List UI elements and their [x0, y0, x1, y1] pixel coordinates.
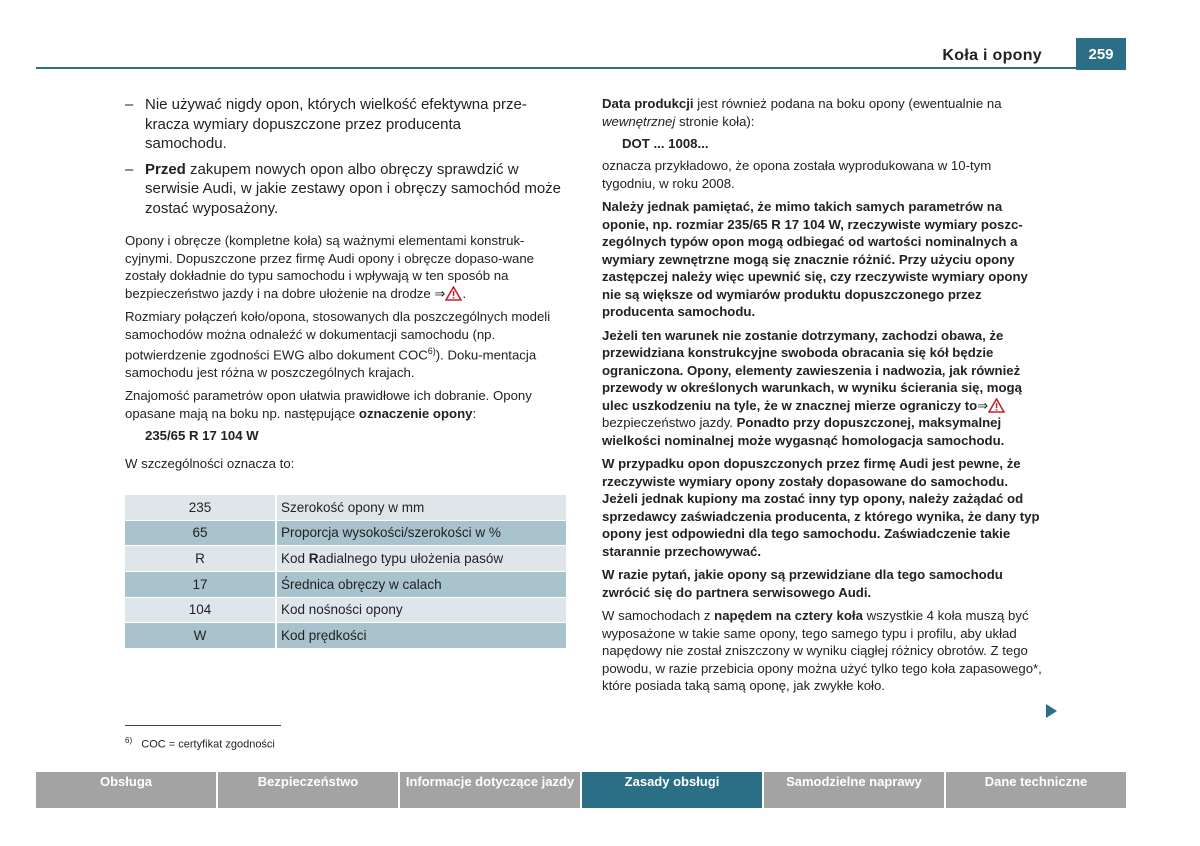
paragraph [602, 607, 1042, 695]
paragraph: oznacza przykładowo, że opona została wyprodukowana w 10-tym tygodniu, w roku 2008. [602, 158, 992, 191]
paragraph-text: ). Doku-mentacja samochodu jest różna w poszczególnych krajach. [125, 347, 537, 380]
bullet-item [125, 160, 567, 219]
table-key: W [125, 623, 276, 649]
table-row [125, 520, 566, 546]
paragraph-text: Opony i obręcze (kompletne koła) są ważnymi elementami konstruk-cyjnymi. Dopuszczone przez firmę Audi opony i obręcze dopaso-wane zostały dokładnie do typu samochodu i wpływają w ten sposób na bezpieczeństwo jazdy i na dobre ułożenie na drodze [125, 233, 535, 301]
warning-triangle-icon [445, 286, 462, 301]
table-value: Szerokość opony w mm [276, 495, 566, 520]
footnote [125, 736, 275, 751]
paragraph [602, 95, 1042, 130]
table-row [125, 495, 566, 520]
paragraph-text: jest również podana na boku opony (ewentualnie na [693, 96, 1002, 111]
table-row [125, 623, 566, 649]
paragraph-text: Rozmiary połączeń koło/opona, stosowanych dla poszczególnych modeli samochodów można odnaleźć w dokumentacji samochodu (np. potwierdzenie zgodności EWG albo dokument COC [125, 309, 551, 363]
bullet-bold: Przed [145, 160, 186, 178]
section-nav [36, 772, 1126, 808]
paragraph-bold: oznaczenie opony [358, 405, 473, 421]
header-rule [36, 67, 1076, 69]
nav-tab-samodzielne-naprawy[interactable]: Samodzielne naprawy [764, 772, 944, 808]
table-value: Proporcja wysokości/szerokości w % [276, 520, 566, 546]
table-row [125, 597, 566, 623]
paragraph-bold: Ponadto przy dopuszczonej, maksymalnej wielkości nominalnej może wygasnąć homologacja samochodu. [602, 415, 1005, 448]
table-row [125, 571, 566, 597]
tire-code-table [125, 495, 566, 649]
bullet-text: Nie używać nigdy opon, których wielkość efektywna prze- kracza wymiary dopuszczone przez producenta samochodu. [145, 96, 527, 152]
right-column [602, 95, 1042, 701]
reference-arrow: ⇒ [434, 285, 446, 301]
table-value [276, 546, 566, 572]
table-value: Kod nośności opony [276, 597, 566, 623]
footnote-rule [125, 725, 281, 726]
paragraph: W przypadku opon dopuszczonych przez firmę Audi jest pewne, że rzeczywiste wymiary opony zostały dopasowane do samochodu. Jeżeli jednak kupiony ma zostać inny typ opony, należy zażądać od sprzedawcy zaświadczenia producenta, z którego wynika, że dany typ opony jest odpowiedni dla tego samochodu. Zaświadczenie takie starannie przechowywać. [602, 456, 1040, 559]
footnote-mark: 6) [125, 736, 133, 745]
table-key: 235 [125, 495, 276, 520]
paragraph-text: W samochodach z [602, 608, 715, 623]
left-column [125, 95, 567, 649]
nav-tab-dane-techniczne[interactable]: Dane techniczne [946, 772, 1126, 808]
paragraph: W razie pytań, jakie opony są przewidziane dla tego samochodu zwrócić się do partnera serwisowego Audi. [602, 567, 1003, 600]
paragraph-text: Znajomość parametrów opon ułatwia prawidłowe ich dobranie. Opony opasane mają na boku np. następujące [125, 388, 532, 421]
paragraph [602, 327, 1042, 450]
paragraph: Opony i obręcze (kompletne koła) są ważnymi elementami konstruk-cyjnymi. Dopuszczone przez firmę Audi opony i obręcze dopaso-wane zostały dokładnie do typu samochodu i wpływają w ten sposób na bezpieczeństwo jazdy i na dobre ułożenie na drodze ⇒ . [125, 233, 535, 301]
bullet-item [125, 95, 567, 154]
continue-arrow-icon [1046, 704, 1057, 718]
paragraph-bold: napędem na cztery koła [714, 608, 863, 623]
table-value: Średnica obręczy w calach [276, 571, 566, 597]
bullet-dash: – [125, 160, 134, 178]
table-key: R [125, 546, 276, 572]
warning-triangle-icon [988, 398, 1005, 413]
footnote-ref: 6) [427, 346, 436, 356]
dot-code: DOT ... 1008... [622, 136, 709, 151]
table-key: 65 [125, 520, 276, 546]
bullet-dash: – [125, 96, 134, 113]
paragraph [125, 308, 567, 381]
nav-tab-zasady-obslugi[interactable]: Zasady obsługi [582, 772, 762, 808]
chapter-title: Koła i opony [942, 47, 1042, 64]
paragraph-text: bezpieczeństwo jazdy. [602, 415, 737, 430]
page-number: 259 [1076, 38, 1126, 70]
paragraph [125, 387, 567, 422]
table-row [125, 546, 566, 572]
paragraph-text: wszystkie 4 koła muszą być wyposażone w takie same opony, tego samego typu i profilu, aby układ napędowy nie został zniszczony w wyniku ciągłej różnicy obrotów. Z tego powodu, w razie przebicia opony można użyć tylko tego koła zapasowego*, które posiada taką samą oponę, jak zwykłe koło. [602, 608, 1042, 693]
table-value-text: adialnego typu ułożenia pasów [318, 551, 504, 567]
table-value-bold: R [308, 551, 319, 567]
nav-tab-bezpieczenstwo[interactable]: Bezpieczeństwo [218, 772, 398, 808]
table-key: 104 [125, 597, 276, 623]
table-value-text: Kod [281, 551, 309, 567]
nav-tab-informacje[interactable]: Informacje dotyczące jazdy [400, 772, 580, 808]
paragraph-italic: wewnętrznej [602, 113, 676, 129]
tire-code: 235/65 R 17 104 W [145, 428, 259, 444]
table-key: 17 [125, 571, 276, 597]
paragraph-text: : [472, 405, 477, 421]
paragraph: W szczególności oznacza to: [125, 456, 295, 472]
footnote-text: COC = certyfikat zgodności [141, 738, 275, 751]
paragraph-bold: Jeżeli ten warunek nie zostanie dotrzymany, zachodzi obawa, że przewidziana konstrukcyjne swoboda obracania się kół będzie ograniczona. Opony, elementy zawieszenia i nadwozia, jak również przewody w określonych warunkach, w wyniku ścierania się, mogą ulec uszkodzeniu na tyle, że w znacznej mierze ograniczy to [602, 327, 1022, 413]
paragraph: Należy jednak pamiętać, że mimo takich samych parametrów na oponie, np. rozmiar 235/65 R 17 104 W, rzeczywiste wymiary poszc-zególnych typów opon mogą odbiegać od wartości nominalnych a wymiary zewnętrzne mogą się znacznie różnić. Przy użyciu opony zastępczej należy więc upewnić się, czy rzeczywiste wymiary opony nie są większe od wymiarów produktu dopuszczonego przez producenta samochodu. [602, 199, 1028, 319]
bullet-text: zakupem nowych opon albo obręczy sprawdzić w serwisie Audi, w jakie zestawy opon i obręczy samochód może zostać wyposażony. [145, 160, 562, 217]
nav-tab-obsluga[interactable]: Obsługa [36, 772, 216, 808]
paragraph-bold: Data produkcji [602, 96, 694, 111]
reference-arrow: ⇒ [977, 397, 989, 413]
table-value: Kod prędkości [276, 623, 566, 649]
paragraph-text: stronie koła): [675, 113, 755, 129]
